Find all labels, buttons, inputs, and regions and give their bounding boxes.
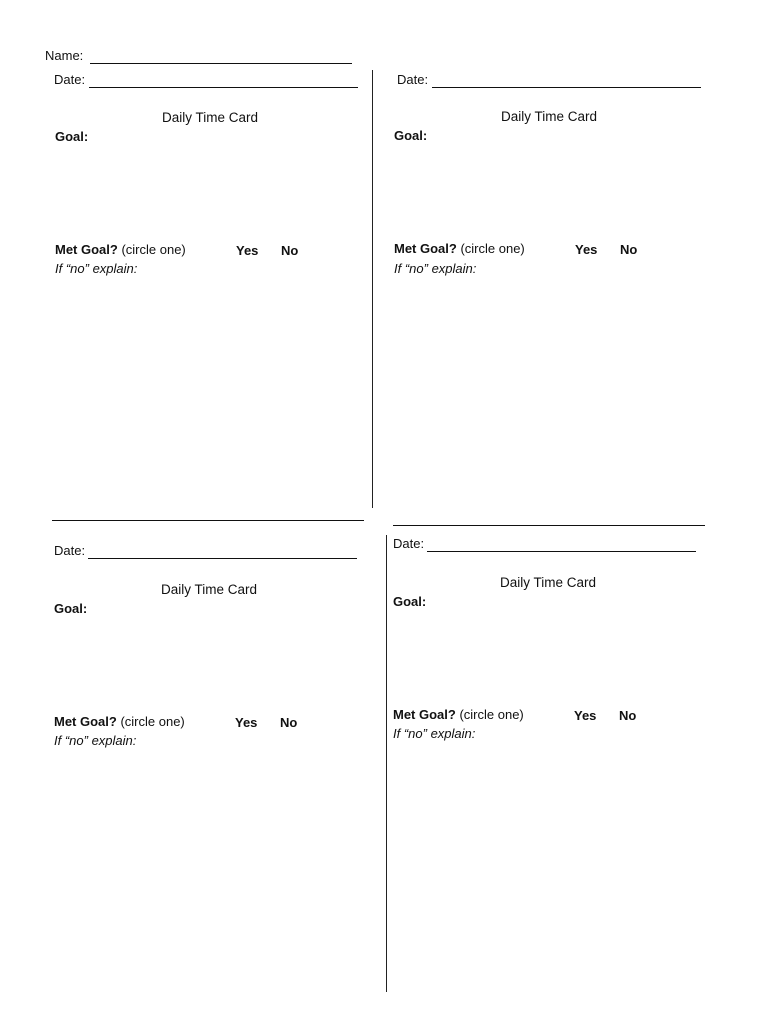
- date-field-line[interactable]: [432, 87, 701, 88]
- met-goal-label: Met Goal?: [55, 242, 118, 257]
- circle-hint: (circle one): [456, 241, 525, 256]
- goal-label: Goal:: [55, 129, 89, 144]
- circle-hint: (circle one): [116, 714, 185, 729]
- card-title: Daily Time Card: [162, 110, 259, 125]
- date-field-line[interactable]: [88, 558, 357, 559]
- divider-top: [372, 70, 373, 508]
- yes-option[interactable]: Yes: [235, 715, 258, 730]
- explain-label: If “no” explain:: [55, 261, 138, 276]
- goal-label: Goal:: [393, 594, 427, 609]
- met-goal-label: Met Goal?: [394, 241, 457, 256]
- card-title: Daily Time Card: [500, 575, 597, 590]
- separator-left: [52, 520, 364, 521]
- met-goal-question: [54, 714, 185, 730]
- date-field-line[interactable]: [427, 551, 696, 552]
- name-field-line[interactable]: [90, 63, 352, 64]
- yes-option[interactable]: Yes: [236, 243, 259, 258]
- goal-label: Goal:: [54, 601, 88, 616]
- explain-label: If “no” explain:: [394, 261, 477, 276]
- date-field-line[interactable]: [89, 87, 358, 88]
- name-label: Name:: [45, 48, 84, 63]
- circle-hint: (circle one): [455, 707, 524, 722]
- divider-bottom: [386, 535, 387, 992]
- date-label: Date:: [54, 72, 86, 87]
- circle-hint: (circle one): [117, 242, 186, 257]
- date-label: Date:: [397, 72, 429, 87]
- no-option[interactable]: No: [619, 708, 637, 723]
- met-goal-question: [394, 241, 525, 257]
- yes-option[interactable]: Yes: [575, 242, 598, 257]
- separator-right: [393, 525, 705, 526]
- met-goal-label: Met Goal?: [393, 707, 456, 722]
- explain-label: If “no” explain:: [54, 733, 137, 748]
- date-label: Date:: [393, 536, 425, 551]
- date-label: Date:: [54, 543, 86, 558]
- met-goal-question: [393, 707, 524, 723]
- met-goal-question: [55, 242, 186, 258]
- yes-option[interactable]: Yes: [574, 708, 597, 723]
- card-title: Daily Time Card: [161, 582, 258, 597]
- explain-label: If “no” explain:: [393, 726, 476, 741]
- met-goal-label: Met Goal?: [54, 714, 117, 729]
- goal-label: Goal:: [394, 128, 428, 143]
- no-option[interactable]: No: [280, 715, 298, 730]
- no-option[interactable]: No: [620, 242, 638, 257]
- card-title: Daily Time Card: [501, 109, 598, 124]
- no-option[interactable]: No: [281, 243, 299, 258]
